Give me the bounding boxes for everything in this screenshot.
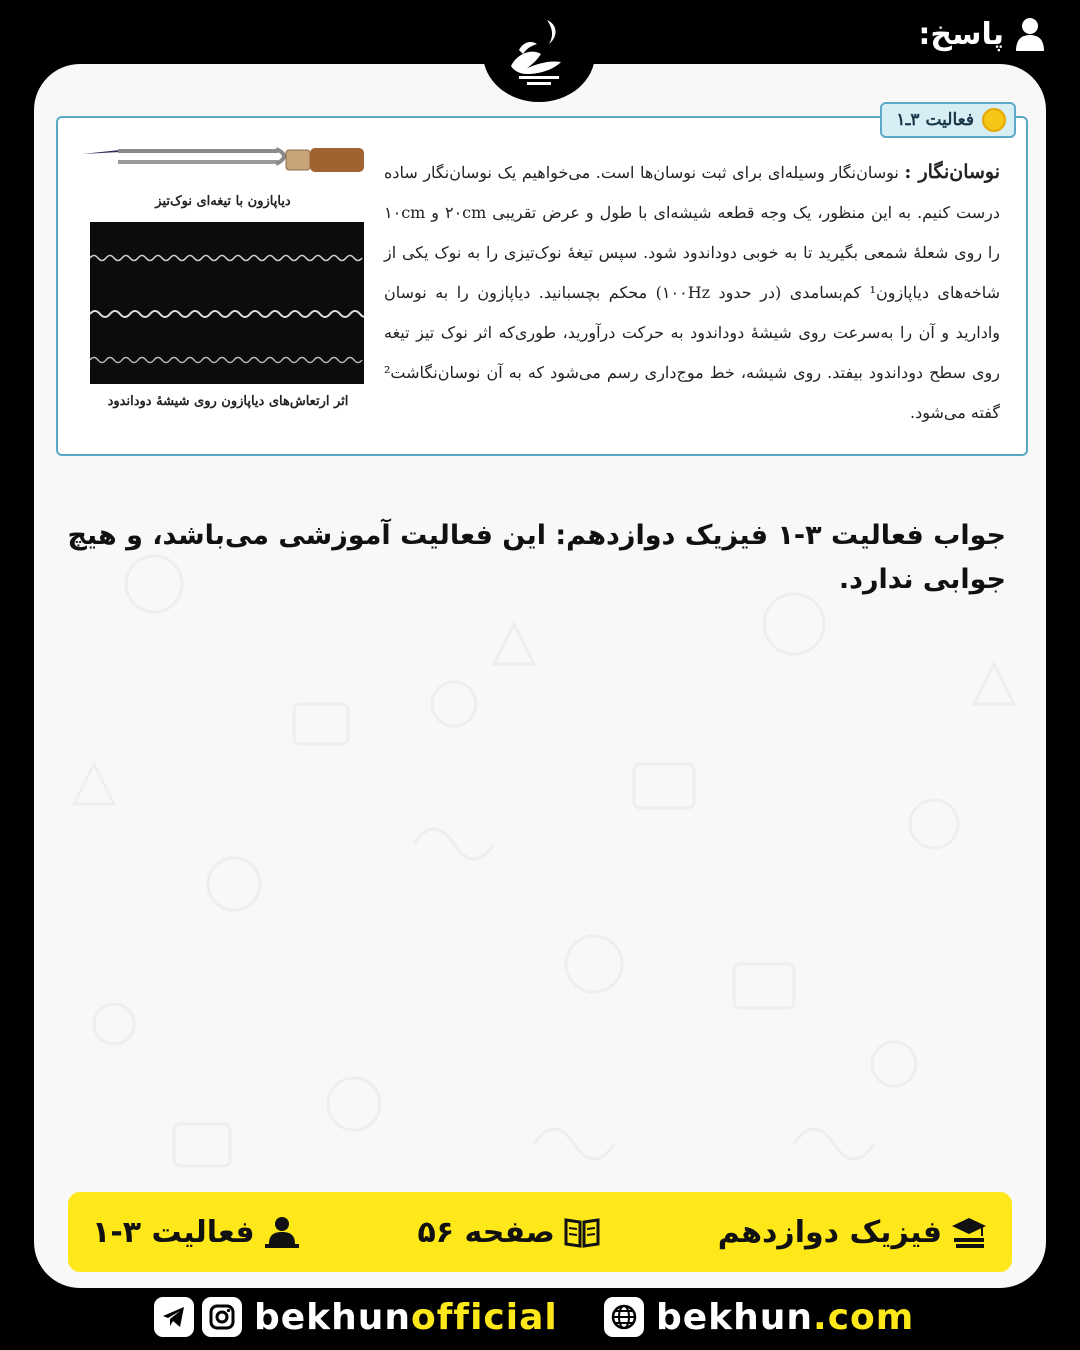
answer-text: جواب فعالیت ۳-۱ فیزیک دوازدهم: این فعالیت آموزشی می‌باشد، و هیچ جوابی ندارد. [67,520,1006,595]
teacher-icon [263,1214,301,1250]
activity-badge-label: فعالیت ۳ـ۱ [896,110,974,130]
paragraph-text: نوسان‌نگار وسیله‌ای برای ثبت نوسان‌ها است. می‌خواهیم یک نوسان‌نگار ساده درست کنیم. به این منظور، یک وجه قطعه شیشه‌ای با طول و عرض تقریبی ۲۰cm و ۱۰cm را روی شعلهٔ شمعی بگیرید تا به خوبی دوداندود شود. سپس تیغهٔ نوک‌تیزی را به نوک یکی از شاخه‌های دیاپازون¹ کم‌بسامدی (در حدود ۱۰۰Hz) محکم بچسبانید. دیاپازون را به نوسان وادارید و آن را به‌سرعت روی شیشهٔ دوداندود به حرکت درآورید، طوری‌که اثر نوک تیز تیغه روی سطح دوداندود بیفتد. روی شیشه، خط موج‌داری رسم می‌شود که به آن نوسان‌نگاشت² گفته می‌شود. [384,163,1001,422]
open-book-icon [563,1214,601,1250]
activity-label: فعالیت ۳-۱ [92,1214,255,1250]
graduation-cap-icon [950,1214,988,1250]
instagram-icon[interactable] [202,1297,242,1337]
globe-icon[interactable] [604,1297,644,1337]
activity-badge [880,102,1016,138]
keyword-label: نوسان‌نگار : [904,161,1001,183]
info-bar [68,1192,1012,1272]
website-link[interactable] [604,1294,914,1340]
website-suffix: .com [813,1296,915,1338]
content-card [34,64,1046,1288]
subject-info [718,1214,988,1250]
page-label: صفحه ۵۶ [417,1214,555,1250]
footer [0,1294,1080,1340]
badge-dot-icon [982,108,1006,132]
page-info [417,1214,600,1250]
oscillogram-caption: اثر ارتعاش‌های دیاپازون روی شیشهٔ دوداندود [107,394,349,409]
user-icon [1014,17,1046,51]
answer-header [918,10,1046,58]
tuning-fork-image [80,142,366,178]
subject-label: فیزیک دوازدهم [717,1214,942,1250]
answer-header-label: پاسخ: [918,16,1004,52]
textbook-paragraph [384,152,1000,433]
oscillogram-photo [90,222,364,384]
social-handle[interactable] [154,1294,558,1340]
activity-info [92,1214,301,1250]
telegram-icon[interactable] [154,1297,194,1337]
fork-caption: دیاپازون با تیغه‌ای نوک‌تیز [155,194,291,209]
social-handle-prefix: bekhun [254,1296,412,1338]
bekhun-logo [483,6,595,102]
website-prefix: bekhun [656,1296,814,1338]
textbook-activity-box [56,110,1028,456]
logo-icon [497,14,581,94]
social-handle-suffix: official [411,1296,558,1338]
